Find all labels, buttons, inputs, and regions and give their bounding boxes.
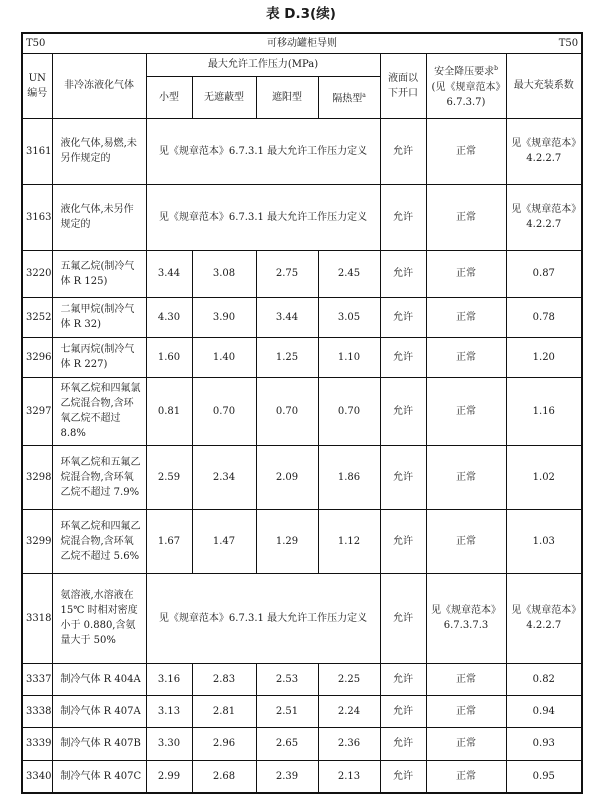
un-number-cell: 3252 [22,297,52,337]
mawp-small-cell: 1.60 [146,337,192,377]
un-number-cell: 3163 [22,184,52,250]
opening-cell: 允许 [380,695,426,727]
mawp-bare-cell: 2.34 [192,445,256,509]
mawp-small-cell: 0.81 [146,377,192,445]
mawp-bare-cell: 1.40 [192,337,256,377]
fill-cell: 1.20 [506,337,582,377]
relief-cell: 正常 [426,377,506,445]
fill-cell: 0.87 [506,250,582,297]
un-number-cell: 3338 [22,695,52,727]
insul-sup: a [362,91,366,99]
un-number-cell: 3337 [22,663,52,695]
table-row [22,509,582,573]
mawp-small-cell: 2.59 [146,445,192,509]
gas-name-cell: 环氧乙烷和四氟氯乙烷混合物,含环氧乙烷不超过 8.8% [52,377,146,445]
header-row-1 [22,53,582,76]
mawp-insul-cell: 2.36 [318,727,380,760]
pressure-table [21,32,583,794]
mawp-shade-cell: 2.51 [256,695,318,727]
opening-cell: 允许 [380,509,426,573]
table-caption: 表 D.3(续) [266,6,336,22]
un-number-cell: 3339 [22,727,52,760]
un-number-cell: 3318 [22,573,52,663]
mawp-small-cell: 2.99 [146,760,192,793]
mawp-small-cell: 3.30 [146,727,192,760]
gas-name-cell: 液化气体,未另作规定的 [52,184,146,250]
table-row [22,250,582,297]
mawp-bare-cell: 3.90 [192,297,256,337]
table-row [22,445,582,509]
fill-cell: 见《规章范本》4.2.2.7 [506,573,582,663]
mawp-insul-cell: 1.86 [318,445,380,509]
opening-cell: 允许 [380,573,426,663]
mawp-insul-cell: 2.13 [318,760,380,793]
mawp-bare-cell: 2.68 [192,760,256,793]
gas-name-cell: 制冷气体 R 407C [52,760,146,793]
gas-name-cell: 制冷气体 R 407A [52,695,146,727]
mawp-bare-cell: 3.08 [192,250,256,297]
relief-cell: 正常 [426,445,506,509]
table-row [22,727,582,760]
mawp-small-cell: 3.16 [146,663,192,695]
table-row [22,297,582,337]
mawp-insul-cell: 2.25 [318,663,380,695]
relief-ref: (见《规章范本》6.7.3.7) [431,81,501,108]
un-number-cell: 3298 [22,445,52,509]
gas-name-cell: 环氧乙烷和五氟乙烷混合物,含环氧乙烷不超过 7.9% [52,445,146,509]
table-row [22,337,582,377]
relief-cell: 正常 [426,184,506,250]
opening-cell: 允许 [380,377,426,445]
col-gas-header: 非冷冻液化气体 [52,53,146,118]
mawp-bare-cell: 0.70 [192,377,256,445]
table-row [22,663,582,695]
fill-cell: 见《规章范本》4.2.2.7 [506,118,582,184]
gas-name-cell: 液化气体,易燃,未另作规定的 [52,118,146,184]
relief-cell: 正常 [426,509,506,573]
opening-cell: 允许 [380,250,426,297]
relief-cell: 正常 [426,250,506,297]
col-opening-header: 液面以下开口 [380,53,426,118]
col-un-header: UN 编号 [22,53,52,118]
col-shade-header: 遮阳型 [256,76,318,118]
relief-cell: 正常 [426,727,506,760]
opening-cell: 允许 [380,184,426,250]
relief-cell: 正常 [426,695,506,727]
mawp-shade-cell: 2.39 [256,760,318,793]
mawp-shade-cell: 2.09 [256,445,318,509]
relief-sup: b [494,65,498,73]
mawp-shade-cell: 2.65 [256,727,318,760]
gas-name-cell: 制冷气体 R 407B [52,727,146,760]
fill-cell: 0.82 [506,663,582,695]
col-bare-header: 无遮蔽型 [192,76,256,118]
mawp-shade-cell: 2.53 [256,663,318,695]
col-insul-header [318,76,380,118]
opening-cell: 允许 [380,760,426,793]
table-row [22,573,582,663]
opening-cell: 允许 [380,297,426,337]
mawp-shade-cell: 0.70 [256,377,318,445]
mawp-bare-cell: 2.96 [192,727,256,760]
gas-name-cell: 二氟甲烷(制冷气体 R 32) [52,297,146,337]
opening-cell: 允许 [380,663,426,695]
relief-cell: 正常 [426,118,506,184]
mawp-small-cell: 3.44 [146,250,192,297]
mawp-bare-cell: 1.47 [192,509,256,573]
relief-cell: 正常 [426,760,506,793]
guide-title: 可移动罐柜导则 [267,37,338,49]
mawp-insul-cell: 3.05 [318,297,380,337]
col-relief-header [426,53,506,118]
un-number-cell: 3340 [22,760,52,793]
opening-cell: 允许 [380,118,426,184]
gas-name-cell: 七氟丙烷(制冷气体 R 227) [52,337,146,377]
un-number-cell: 3161 [22,118,52,184]
code-right: T50 [558,37,579,49]
mawp-small-cell: 4.30 [146,297,192,337]
mawp-insul-cell: 1.12 [318,509,380,573]
relief-cell: 正常 [426,297,506,337]
un-number-cell: 3220 [22,250,52,297]
mawp-insul-cell: 2.45 [318,250,380,297]
table-row [22,760,582,793]
gas-name-cell: 环氧乙烷和四氟乙烷混合物,含环氧乙烷不超过 5.6% [52,509,146,573]
mawp-shade-cell: 1.29 [256,509,318,573]
mawp-small-cell: 3.13 [146,695,192,727]
col-mawp-header: 最大允许工作压力(MPa) [146,53,380,76]
mawp-shade-cell: 1.25 [256,337,318,377]
mawp-bare-cell: 2.81 [192,695,256,727]
fill-cell: 0.93 [506,727,582,760]
mawp-small-cell: 1.67 [146,509,192,573]
gas-name-cell: 制冷气体 R 404A [52,663,146,695]
un-number-cell: 3297 [22,377,52,445]
fill-cell: 见《规章范本》4.2.2.7 [506,184,582,250]
relief-main: 安全降压要求 [434,66,495,78]
relief-cell: 正常 [426,663,506,695]
mawp-insul-cell: 2.24 [318,695,380,727]
un-number-cell: 3296 [22,337,52,377]
table-row [22,377,582,445]
fill-cell: 0.95 [506,760,582,793]
fill-cell: 1.02 [506,445,582,509]
mawp-merged-cell: 见《规章范本》6.7.3.1 最大允许工作压力定义 [146,118,380,184]
opening-cell: 允许 [380,445,426,509]
mawp-shade-cell: 2.75 [256,250,318,297]
opening-cell: 允许 [380,727,426,760]
code-left: T50 [26,37,46,49]
relief-cell: 正常 [426,337,506,377]
mawp-shade-cell: 3.44 [256,297,318,337]
un-number-cell: 3299 [22,509,52,573]
fill-cell: 1.16 [506,377,582,445]
gas-name-cell: 五氟乙烷(制冷气体 R 125) [52,250,146,297]
gas-name-cell: 氨溶液,水溶液在15℃ 时相对密度小于 0.880,含氨量大于 50% [52,573,146,663]
mawp-merged-cell: 见《规章范本》6.7.3.1 最大允许工作压力定义 [146,573,380,663]
guide-row [22,33,582,53]
mawp-bare-cell: 2.83 [192,663,256,695]
insul-label: 隔热型 [332,93,363,105]
table-row [22,118,582,184]
mawp-merged-cell: 见《规章范本》6.7.3.1 最大允许工作压力定义 [146,184,380,250]
col-fill-header: 最大充装系数 [506,53,582,118]
relief-cell: 见《规章范本》6.7.3.7.3 [426,573,506,663]
mawp-insul-cell: 0.70 [318,377,380,445]
fill-cell: 0.94 [506,695,582,727]
fill-cell: 1.03 [506,509,582,573]
opening-cell: 允许 [380,337,426,377]
mawp-insul-cell: 1.10 [318,337,380,377]
table-row [22,695,582,727]
col-small-header: 小型 [146,76,192,118]
fill-cell: 0.78 [506,297,582,337]
table-row [22,184,582,250]
